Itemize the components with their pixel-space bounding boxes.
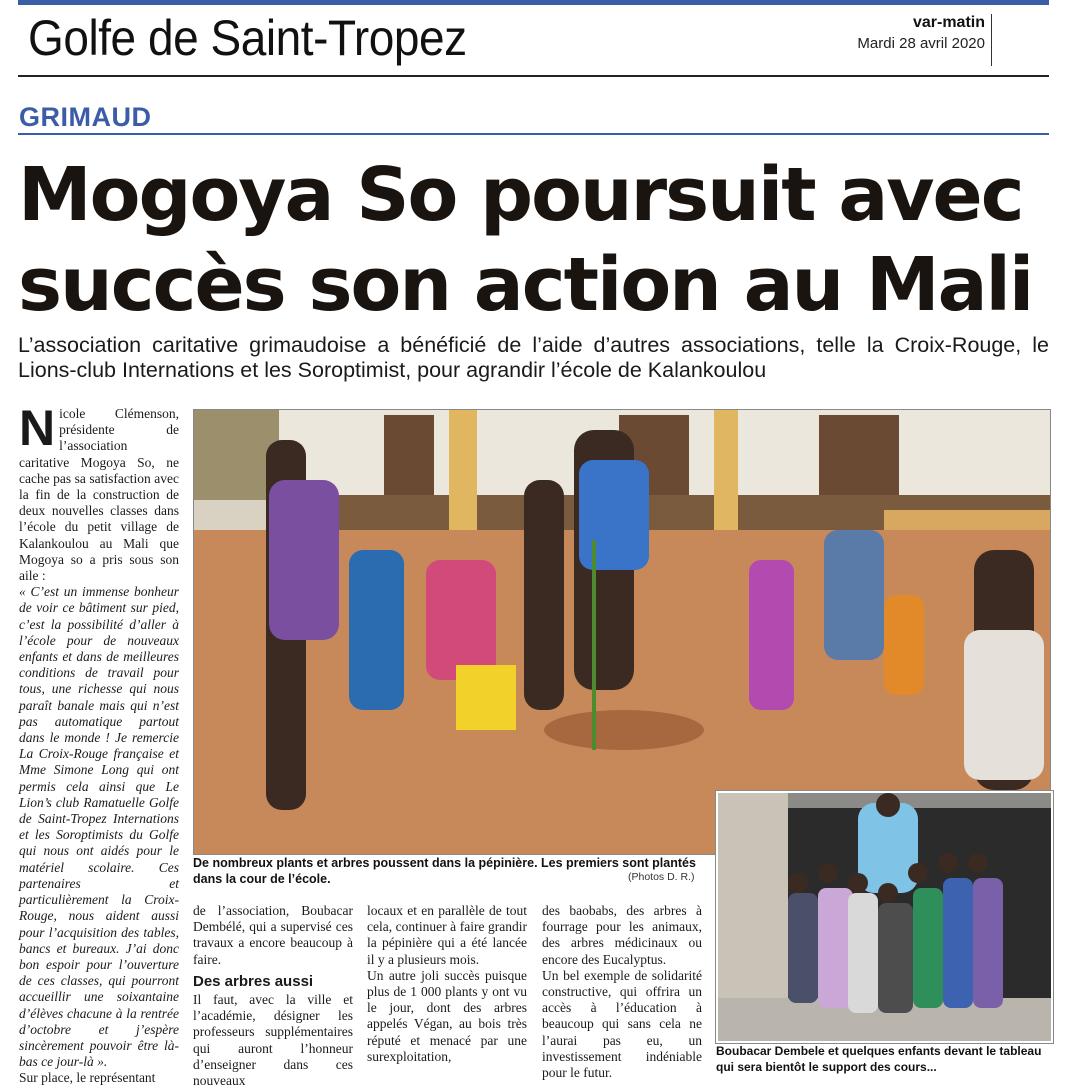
paragraph: locaux et en parallèle de tout cela, continuer à faire grandir la pépinière qui a été lancée il y a plusieurs mois. xyxy=(367,903,527,967)
paragraph: Un autre joli succès puisque plus de 1 000 plants y ont vu le jour, dont des arbres appelés Végan, au bois très réputé et menacé par une surexploitation, xyxy=(367,967,527,1064)
standfirst: L’association caritative grimaudoise a bénéficié de l’aide d’autres associations, telle la Croix-Rouge, le Lions-club Internations et les Soroptimist, pour agrandir l’école de Kalankoulou xyxy=(18,333,1049,382)
publication-date: Mardi 28 avril 2020 xyxy=(857,35,985,52)
main-photo xyxy=(193,409,1051,855)
paragraph: de l’association, Boubacar Dembélé, qui a supervisé ces travaux a encore beaucoup à faire. xyxy=(193,903,353,967)
body-column-1 xyxy=(19,400,179,1087)
headline-line-2: succès son action au Mali xyxy=(18,242,1033,328)
main-photo-illustration xyxy=(194,410,1050,854)
subheading: Des arbres aussi xyxy=(193,972,314,990)
masthead-divider xyxy=(991,14,992,66)
inset-photo-illustration xyxy=(718,793,1051,1041)
top-accent-bar xyxy=(18,0,1049,5)
section-title: Golfe de Saint-Tropez xyxy=(28,10,467,66)
paragraph-continued: Sur place, le représentant xyxy=(19,1070,156,1086)
intro-paragraph: icole Clémenson, présidente de l’association caritative Mogoya So, ne cache pas sa satisfaction avec la fin de la construction de deux nouvelles classes dans l’école du petit village de Kalankoulou au Mali que Mogoya so a pris sous son aile : xyxy=(19,406,179,584)
kicker-location: GRIMAUD xyxy=(19,102,152,132)
headline-line-1: Mogoya So poursuit avec xyxy=(18,152,1023,238)
body-column-3 xyxy=(367,903,527,1065)
paragraph: Un bel exemple de solidarité constructive, qui offrira un accès à l’éducation à beaucoup qui sans cela ne l’aurai pas eu, un investissement indéniable pour le futur. xyxy=(542,967,702,1081)
inset-photo-caption: Boubacar Dembele et quelques enfants devant le tableau qui sera bientôt le support des cours... xyxy=(716,1044,1042,1074)
president-quote: « C’est un immense bonheur de voir ce bâtiment sur pied, c’est la possibilité d’aller à l’école pour de nouveaux enfants et dans de meilleures conditions de travail pour tous, une richesse qui nous paraît banale mais qui n’est pas automatique partout dans le monde ! Je remercie La Croix-Rouge française et Mme Simone Long qui ont permis cela ainsi que Le Lion’s club Ramatuelle Golfe de Saint-Tropez Internations et les Soroptimists du Golfe qui nous ont aidés pour le matériel scolaire. Ces partenaires et particulièrement la Croix-Rouge, nous aident aussi pour l’acquisition des tables, bancs et bureaux. J’ai donc bon espoir pour l’ouverture de ces classes, qui pourront accueillir une soixantaine d’élèves chacune à la rentrée d’octobre et j’espère sincèrement pouvoir être là-bas ce jour-là ». xyxy=(19,584,179,1070)
kicker-rule xyxy=(18,133,1049,135)
main-photo-caption: De nombreux plants et arbres poussent dans la pépinière. Les premiers sont plantés dans la cour de l’école. xyxy=(193,856,696,886)
inset-photo xyxy=(716,791,1053,1043)
headline xyxy=(18,150,1058,330)
body-column-4 xyxy=(542,903,702,1081)
body-column-2 xyxy=(193,903,353,1089)
publication-name: var-matin xyxy=(912,14,985,31)
drop-cap: N xyxy=(19,400,56,456)
masthead-info xyxy=(857,14,985,52)
paragraph: des baobabs, des arbres à fourrage pour les animaux, des arbres médicinaux ou encore des Eucalyptus. xyxy=(542,903,702,967)
paragraph: Il faut, avec la ville et l’académie, désigner les professeurs supplémentaires qui auront l’honneur d’enseigner dans ces nouveaux xyxy=(193,992,353,1089)
masthead-rule xyxy=(18,75,1049,77)
photo-credit: (Photos D. R.) xyxy=(628,871,695,883)
